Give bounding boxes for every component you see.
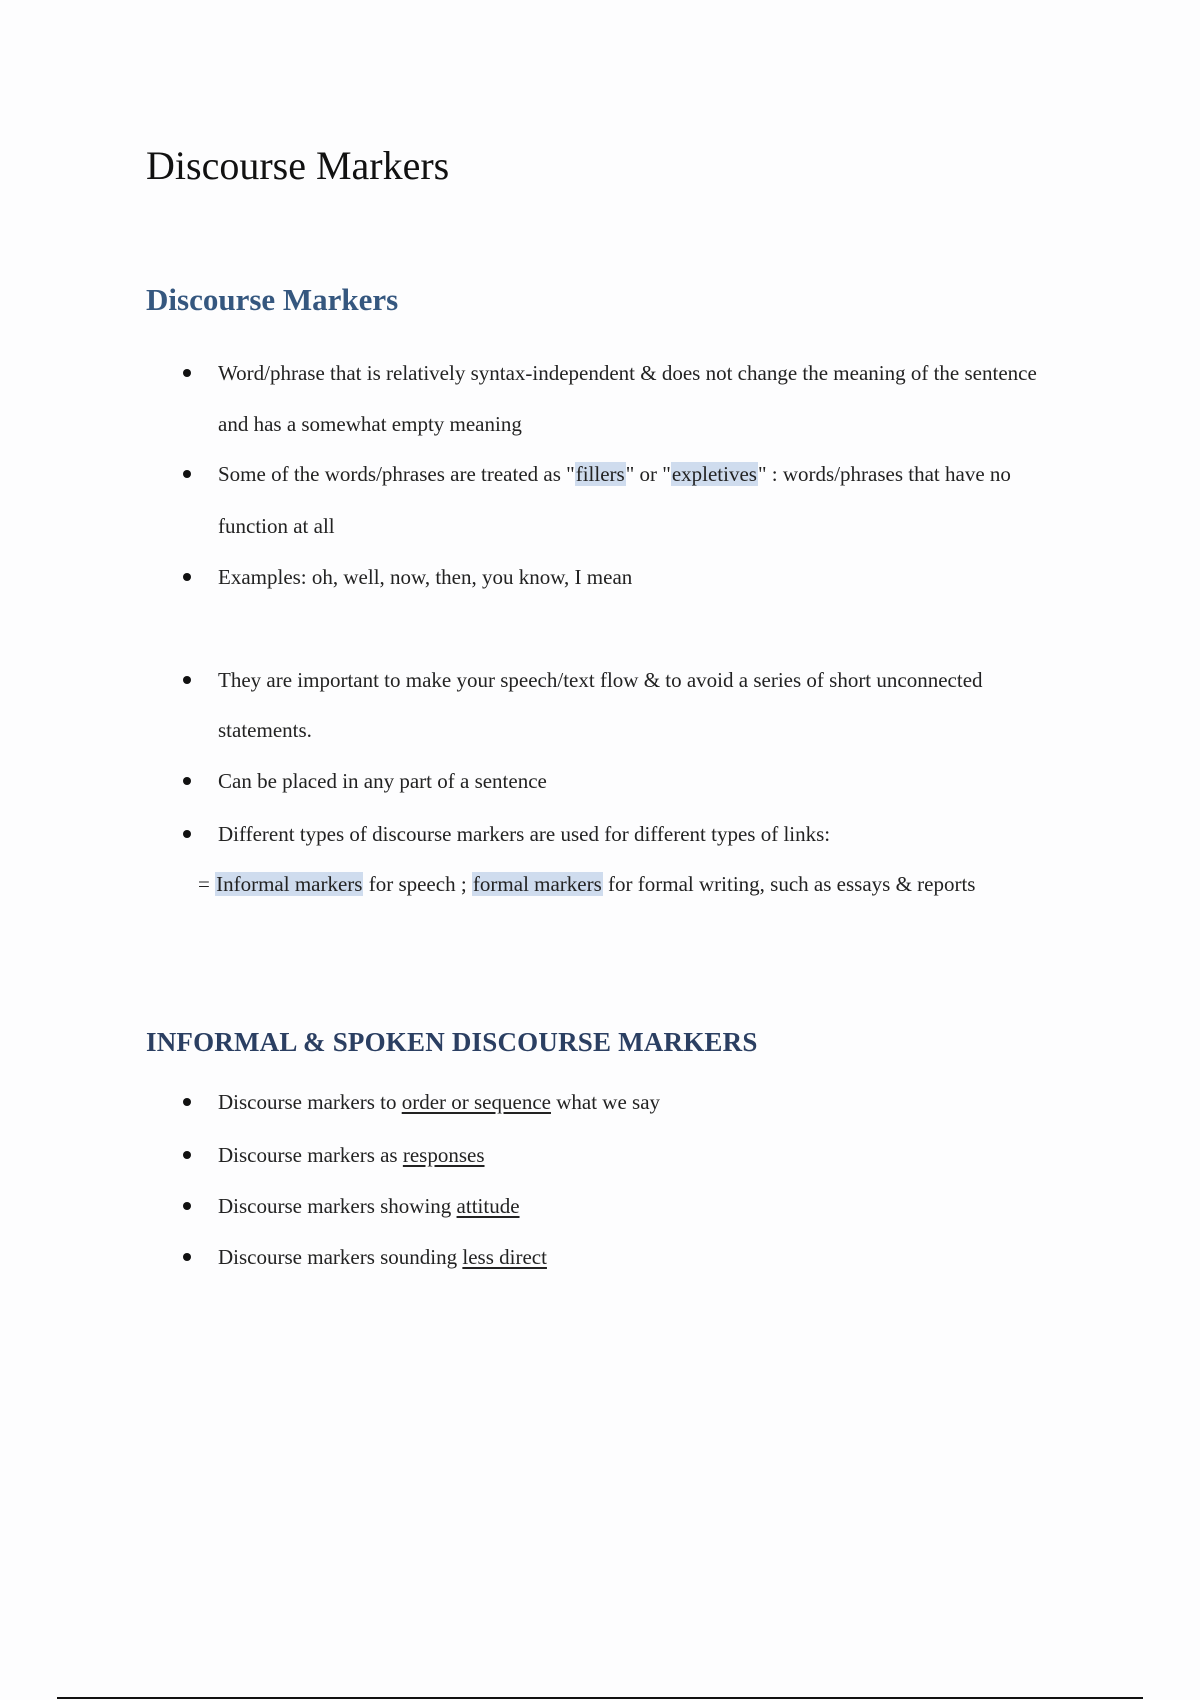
list-item-text [218,1090,660,1114]
list-item-text-continued: statements. [218,718,312,742]
bullet-dot [183,777,191,785]
list-item-text-continued: function at all [218,514,335,538]
section-heading-discourse-markers: Discourse Markers [146,282,399,317]
bullet-dot [183,573,191,581]
underlined-term: order or sequence [401,1090,551,1114]
highlighted-term-expletives: expletives [671,462,757,486]
text-run: = [198,872,216,896]
list-item-text: Examples: oh, well, now, then, you know, I mean [218,565,633,589]
text-run: Some of the words/phrases are treated as " [218,462,575,486]
bullet-dot [183,1202,191,1210]
list-item-text [218,1143,485,1167]
bullet-dot [183,1151,191,1159]
section-heading-informal-spoken: INFORMAL & SPOKEN DISCOURSE MARKERS [146,1027,758,1057]
bullet-dot [183,830,191,838]
highlighted-term-fillers: fillers [575,462,625,486]
bullet-dot [183,369,191,377]
highlighted-term-formal-markers: formal markers [472,872,602,896]
underlined-term: responses [402,1143,485,1167]
text-run: Discourse markers to [218,1090,402,1114]
markers-note [198,872,975,896]
bullet-dot [183,676,191,684]
bullet-dot [183,470,191,478]
list-item-text [218,462,1011,486]
highlighted-term-informal-markers: Informal markers [216,872,363,896]
list-item-text [218,1194,520,1218]
text-run: " or " [625,462,671,486]
text-run: for formal writing, such as essays & reports [602,872,976,896]
text-run: Discourse markers sounding [218,1245,463,1269]
text-run: for speech ; [363,872,472,896]
underlined-term: attitude [456,1194,520,1218]
list-item-text: Word/phrase that is relatively syntax-independent & does not change the meaning of the sentence [218,361,1037,385]
bullet-dot [183,1253,191,1261]
text-run: " : words/phrases that have no [757,462,1011,486]
list-item-text-continued: and has a somewhat empty meaning [218,412,522,436]
underlined-term: less direct [462,1245,547,1269]
list-item-text [218,1245,547,1269]
document-title: Discourse Markers [146,143,450,188]
text-run: Discourse markers showing [218,1194,457,1218]
text-run: Discourse markers as [218,1143,403,1167]
list-item-text: They are important to make your speech/text flow & to avoid a series of short unconnected [218,668,983,692]
page-bottom-rule [57,1697,1143,1699]
text-run: what we say [550,1090,661,1114]
bullet-dot [183,1098,191,1106]
list-item-text: Different types of discourse markers are used for different types of links: [218,822,831,846]
list-item-text: Can be placed in any part of a sentence [218,769,547,793]
